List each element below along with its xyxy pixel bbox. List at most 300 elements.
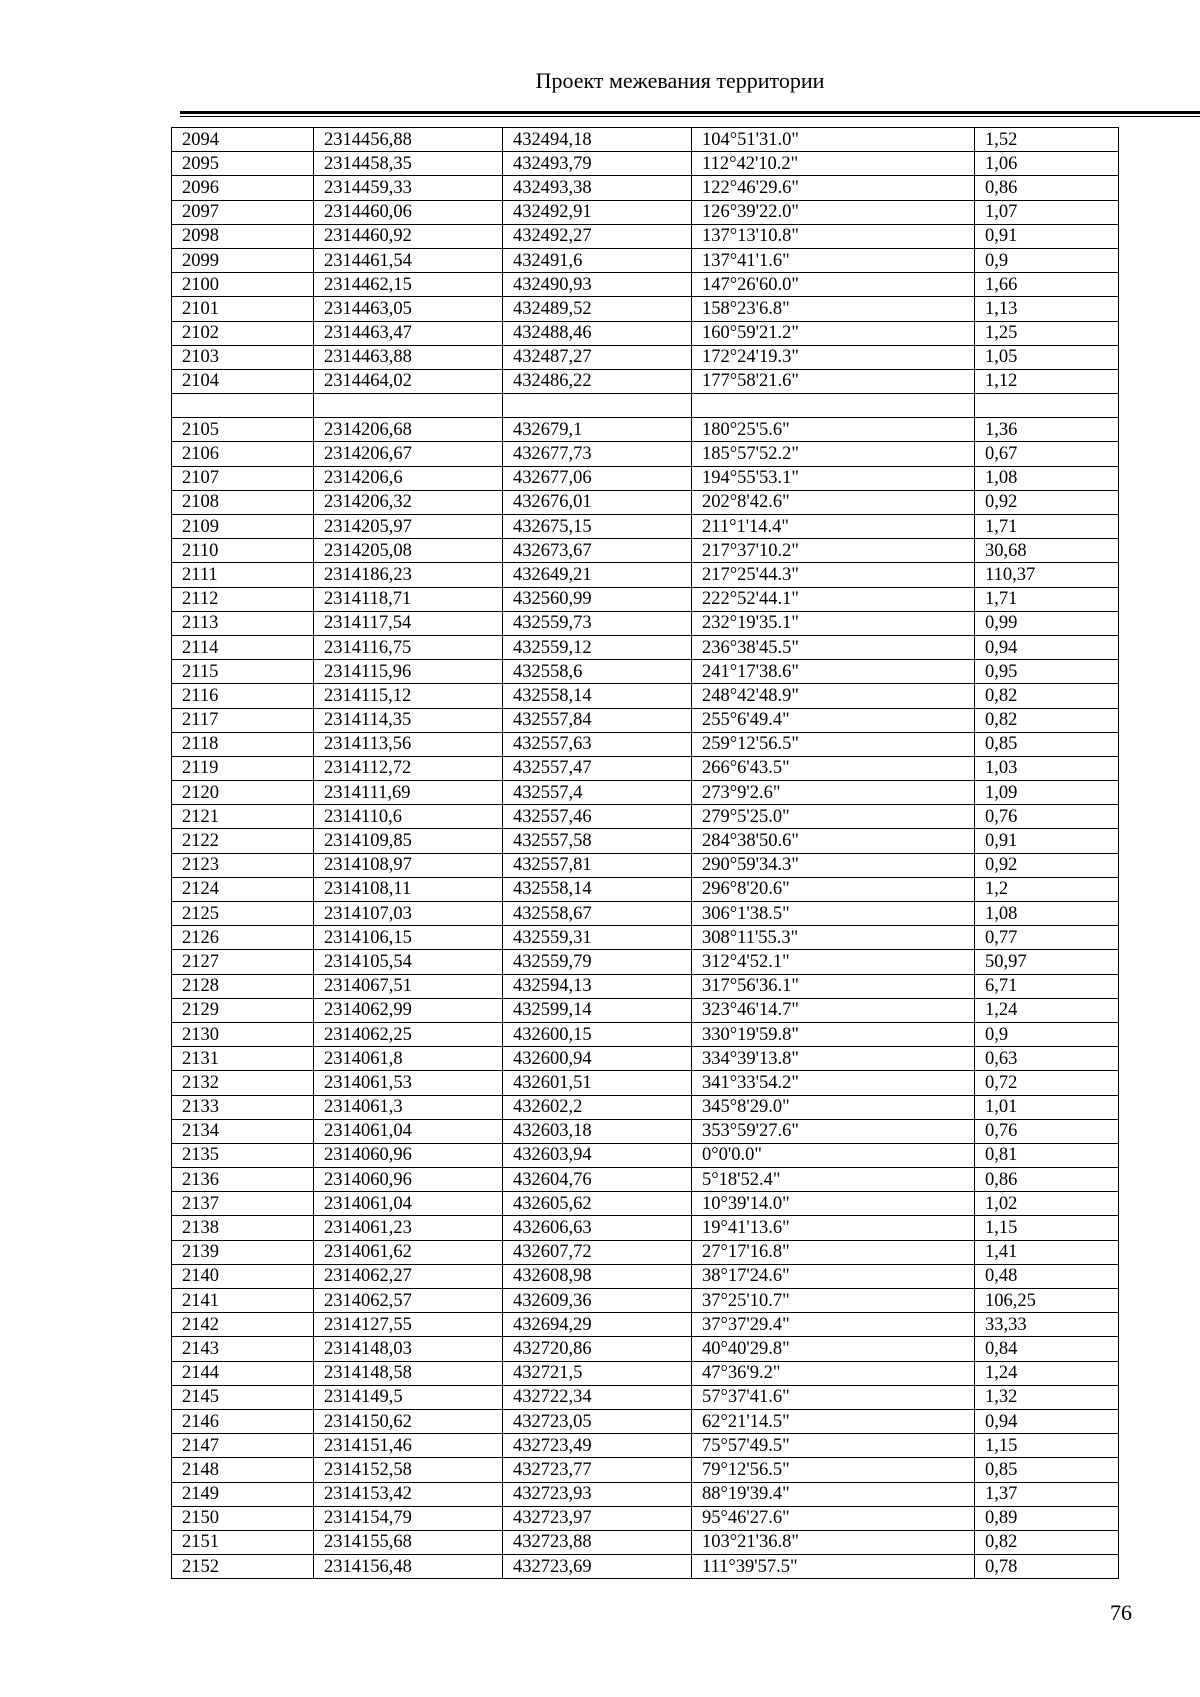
- point-number-cell: 2135: [172, 1143, 314, 1167]
- distance-cell: 0,82: [975, 1530, 1119, 1554]
- bearing-cell: 217°25'44.3": [692, 563, 975, 587]
- y-coordinate-cell: 432723,77: [503, 1458, 692, 1482]
- table-row: [172, 1240, 1119, 1264]
- point-number-cell: 2146: [172, 1409, 314, 1433]
- y-coordinate-cell: 432557,47: [503, 756, 692, 780]
- table-row: [172, 1168, 1119, 1192]
- y-coordinate-cell: 432559,12: [503, 635, 692, 659]
- point-number-cell: 2100: [172, 273, 314, 297]
- bearing-cell: 194°55'53.1": [692, 466, 975, 490]
- bearing-cell: 330°19'59.8": [692, 1022, 975, 1046]
- point-number-cell: 2102: [172, 321, 314, 345]
- x-coordinate-cell: 2314106,15: [314, 926, 503, 950]
- y-coordinate-cell: 432603,94: [503, 1143, 692, 1167]
- table-row: [172, 635, 1119, 659]
- point-number-cell: 2124: [172, 877, 314, 901]
- point-number-cell: 2136: [172, 1168, 314, 1192]
- bearing-cell: 122°46'29.6": [692, 176, 975, 200]
- table-row: [172, 853, 1119, 877]
- bearing-cell: 57°37'41.6": [692, 1385, 975, 1409]
- distance-cell: 33,33: [975, 1313, 1119, 1337]
- table-row: [172, 1313, 1119, 1337]
- point-number-cell: 2134: [172, 1119, 314, 1143]
- x-coordinate-cell: 2314061,3: [314, 1095, 503, 1119]
- point-number-cell: 2128: [172, 974, 314, 998]
- bearing-cell: 308°11'55.3": [692, 926, 975, 950]
- bearing-cell: 95°46'27.6": [692, 1506, 975, 1530]
- distance-cell: 0,99: [975, 611, 1119, 635]
- table-row: [172, 297, 1119, 321]
- bearing-cell: 40°40'29.8": [692, 1337, 975, 1361]
- x-coordinate-cell: 2314150,62: [314, 1409, 503, 1433]
- distance-cell: 1,05: [975, 345, 1119, 369]
- distance-cell: 1,2: [975, 877, 1119, 901]
- x-coordinate-cell: 2314459,33: [314, 176, 503, 200]
- distance-cell: 1,01: [975, 1095, 1119, 1119]
- bearing-cell: 177°58'21.6": [692, 369, 975, 393]
- distance-cell: 50,97: [975, 950, 1119, 974]
- bearing-cell: 266°6'43.5": [692, 756, 975, 780]
- table-row: [172, 998, 1119, 1022]
- table-row: [172, 684, 1119, 708]
- table-row: [172, 1071, 1119, 1095]
- x-coordinate-cell: 2314206,67: [314, 442, 503, 466]
- y-coordinate-cell: 432490,93: [503, 273, 692, 297]
- point-number-cell: 2148: [172, 1458, 314, 1482]
- bearing-cell: 137°13'10.8": [692, 224, 975, 248]
- distance-cell: 0,9: [975, 1022, 1119, 1046]
- x-coordinate-cell: 2314115,96: [314, 660, 503, 684]
- y-coordinate-cell: 432560,99: [503, 587, 692, 611]
- x-coordinate-cell: 2314463,47: [314, 321, 503, 345]
- x-coordinate-cell: 2314152,58: [314, 1458, 503, 1482]
- y-coordinate-cell: 432720,86: [503, 1337, 692, 1361]
- y-coordinate-cell: 432492,27: [503, 224, 692, 248]
- distance-cell: 1,06: [975, 152, 1119, 176]
- distance-cell: 1,08: [975, 466, 1119, 490]
- table-row: [172, 1289, 1119, 1313]
- y-coordinate-cell: 432673,67: [503, 539, 692, 563]
- distance-cell: 1,66: [975, 273, 1119, 297]
- table-row: [172, 1022, 1119, 1046]
- y-coordinate-cell: 432489,52: [503, 297, 692, 321]
- bearing-cell: 88°19'39.4": [692, 1482, 975, 1506]
- y-coordinate-cell: 432557,4: [503, 781, 692, 805]
- bearing-cell: 47°36'9.2": [692, 1361, 975, 1385]
- x-coordinate-cell: 2314062,57: [314, 1289, 503, 1313]
- x-coordinate-cell: 2314151,46: [314, 1434, 503, 1458]
- point-number-cell: 2151: [172, 1530, 314, 1554]
- x-coordinate-cell: 2314456,88: [314, 128, 503, 152]
- table-row: [172, 1385, 1119, 1409]
- x-coordinate-cell: 2314116,75: [314, 635, 503, 659]
- point-number-cell: 2147: [172, 1434, 314, 1458]
- bearing-cell: 137°41'1.6": [692, 248, 975, 272]
- y-coordinate-cell: 432558,14: [503, 684, 692, 708]
- point-number-cell: 2117: [172, 708, 314, 732]
- x-coordinate-cell: 2314061,62: [314, 1240, 503, 1264]
- point-number-cell: 2095: [172, 152, 314, 176]
- bearing-cell: 180°25'5.6": [692, 418, 975, 442]
- point-number-cell: 2098: [172, 224, 314, 248]
- point-number-cell: 2097: [172, 200, 314, 224]
- bearing-cell: 211°1'14.4": [692, 515, 975, 539]
- table-row: [172, 273, 1119, 297]
- distance-cell: 1,71: [975, 515, 1119, 539]
- table-row: [172, 1143, 1119, 1167]
- y-coordinate-cell: 432488,46: [503, 321, 692, 345]
- bearing-cell: 112°42'10.2": [692, 152, 975, 176]
- x-coordinate-cell: 2314154,79: [314, 1506, 503, 1530]
- bearing-cell: 317°56'36.1": [692, 974, 975, 998]
- point-number-cell: 2138: [172, 1216, 314, 1240]
- y-coordinate-cell: 432723,69: [503, 1555, 692, 1579]
- distance-cell: 1,09: [975, 781, 1119, 805]
- point-number-cell: 2132: [172, 1071, 314, 1095]
- y-coordinate-cell: 432676,01: [503, 490, 692, 514]
- table-row: [172, 756, 1119, 780]
- distance-cell: 0,76: [975, 1119, 1119, 1143]
- y-coordinate-cell: 432723,05: [503, 1409, 692, 1433]
- bearing-cell: 126°39'22.0": [692, 200, 975, 224]
- y-coordinate-cell: 432557,46: [503, 805, 692, 829]
- y-coordinate-cell: 432557,58: [503, 829, 692, 853]
- point-number-cell: 2130: [172, 1022, 314, 1046]
- y-coordinate-cell: 432679,1: [503, 418, 692, 442]
- x-coordinate-cell: 2314115,12: [314, 684, 503, 708]
- bearing-cell: 79°12'56.5": [692, 1458, 975, 1482]
- y-coordinate-cell: 432723,97: [503, 1506, 692, 1530]
- distance-cell: 30,68: [975, 539, 1119, 563]
- point-number-cell: 2099: [172, 248, 314, 272]
- table-row: [172, 224, 1119, 248]
- x-coordinate-cell: 2314061,53: [314, 1071, 503, 1095]
- x-coordinate-cell: 2314060,96: [314, 1168, 503, 1192]
- distance-cell: 1,08: [975, 902, 1119, 926]
- point-number-cell: 2137: [172, 1192, 314, 1216]
- x-coordinate-cell: 2314107,03: [314, 902, 503, 926]
- distance-cell: 1,15: [975, 1434, 1119, 1458]
- distance-cell: 1,24: [975, 998, 1119, 1022]
- y-coordinate-cell: 432721,5: [503, 1361, 692, 1385]
- x-coordinate-cell: 2314464,02: [314, 369, 503, 393]
- table-row: [172, 1361, 1119, 1385]
- distance-cell: 0,84: [975, 1337, 1119, 1361]
- distance-cell: 1,12: [975, 369, 1119, 393]
- distance-cell: [975, 394, 1119, 418]
- distance-cell: 0,89: [975, 1506, 1119, 1530]
- table-row: [172, 515, 1119, 539]
- bearing-cell: 279°5'25.0": [692, 805, 975, 829]
- bearing-cell: 38°17'24.6": [692, 1264, 975, 1288]
- point-number-cell: 2115: [172, 660, 314, 684]
- table-row: [172, 1337, 1119, 1361]
- bearing-cell: 312°4'52.1": [692, 950, 975, 974]
- x-coordinate-cell: 2314110,6: [314, 805, 503, 829]
- distance-cell: 1,15: [975, 1216, 1119, 1240]
- point-number-cell: 2118: [172, 732, 314, 756]
- bearing-cell: 103°21'36.8": [692, 1530, 975, 1554]
- y-coordinate-cell: 432487,27: [503, 345, 692, 369]
- point-number-cell: 2141: [172, 1289, 314, 1313]
- point-number-cell: 2131: [172, 1047, 314, 1071]
- page-header-title: Проект межевания территории: [535, 68, 825, 93]
- distance-cell: 6,71: [975, 974, 1119, 998]
- y-coordinate-cell: 432558,6: [503, 660, 692, 684]
- point-number-cell: 2142: [172, 1313, 314, 1337]
- table-row: [172, 829, 1119, 853]
- point-number-cell: 2114: [172, 635, 314, 659]
- distance-cell: 1,02: [975, 1192, 1119, 1216]
- x-coordinate-cell: 2314111,69: [314, 781, 503, 805]
- bearing-cell: 290°59'34.3": [692, 853, 975, 877]
- table-row: [172, 902, 1119, 926]
- y-coordinate-cell: 432722,34: [503, 1385, 692, 1409]
- x-coordinate-cell: 2314206,32: [314, 490, 503, 514]
- point-number-cell: 2122: [172, 829, 314, 853]
- distance-cell: 0,82: [975, 708, 1119, 732]
- distance-cell: 1,25: [975, 321, 1119, 345]
- y-coordinate-cell: 432493,79: [503, 152, 692, 176]
- y-coordinate-cell: 432677,73: [503, 442, 692, 466]
- distance-cell: 0,95: [975, 660, 1119, 684]
- x-coordinate-cell: 2314105,54: [314, 950, 503, 974]
- y-coordinate-cell: 432558,67: [503, 902, 692, 926]
- x-coordinate-cell: 2314118,71: [314, 587, 503, 611]
- header-rule-thick: [180, 111, 1200, 114]
- table-row-separator: [172, 394, 1119, 418]
- table-row: [172, 490, 1119, 514]
- y-coordinate-cell: 432694,29: [503, 1313, 692, 1337]
- bearing-cell: 111°39'57.5": [692, 1555, 975, 1579]
- x-coordinate-cell: 2314108,97: [314, 853, 503, 877]
- y-coordinate-cell: 432594,13: [503, 974, 692, 998]
- distance-cell: 0,92: [975, 853, 1119, 877]
- y-coordinate-cell: 432606,63: [503, 1216, 692, 1240]
- table-row: [172, 1095, 1119, 1119]
- bearing-cell: 296°8'20.6": [692, 877, 975, 901]
- table-row: [172, 539, 1119, 563]
- bearing-cell: 5°18'52.4": [692, 1168, 975, 1192]
- distance-cell: 0,9: [975, 248, 1119, 272]
- point-number-cell: 2149: [172, 1482, 314, 1506]
- bearing-cell: 248°42'48.9": [692, 684, 975, 708]
- y-coordinate-cell: 432559,31: [503, 926, 692, 950]
- bearing-cell: 10°39'14.0": [692, 1192, 975, 1216]
- point-number-cell: 2152: [172, 1555, 314, 1579]
- bearing-cell: 236°38'45.5": [692, 635, 975, 659]
- point-number-cell: 2125: [172, 902, 314, 926]
- table-row: [172, 563, 1119, 587]
- table-row: [172, 1482, 1119, 1506]
- x-coordinate-cell: 2314460,06: [314, 200, 503, 224]
- point-number-cell: 2150: [172, 1506, 314, 1530]
- point-number-cell: 2110: [172, 539, 314, 563]
- x-coordinate-cell: 2314112,72: [314, 756, 503, 780]
- bearing-cell: 255°6'49.4": [692, 708, 975, 732]
- header-rule-thin: [180, 116, 1200, 117]
- point-number-cell: 2094: [172, 128, 314, 152]
- table-row: [172, 1530, 1119, 1554]
- x-coordinate-cell: 2314148,03: [314, 1337, 503, 1361]
- bearing-cell: 62°21'14.5": [692, 1409, 975, 1433]
- x-coordinate-cell: 2314460,92: [314, 224, 503, 248]
- table-row: [172, 1409, 1119, 1433]
- table-row: [172, 877, 1119, 901]
- x-coordinate-cell: 2314148,58: [314, 1361, 503, 1385]
- bearing-cell: 37°37'29.4": [692, 1313, 975, 1337]
- distance-cell: 0,77: [975, 926, 1119, 950]
- table-row: [172, 345, 1119, 369]
- distance-cell: 110,37: [975, 563, 1119, 587]
- distance-cell: 0,94: [975, 1409, 1119, 1433]
- point-number-cell: 2108: [172, 490, 314, 514]
- bearing-cell: 341°33'54.2": [692, 1071, 975, 1095]
- y-coordinate-cell: 432557,84: [503, 708, 692, 732]
- point-number-cell: 2123: [172, 853, 314, 877]
- y-coordinate-cell: 432557,63: [503, 732, 692, 756]
- bearing-cell: 158°23'6.8": [692, 297, 975, 321]
- distance-cell: 1,71: [975, 587, 1119, 611]
- coordinates-table-body: [172, 128, 1119, 1579]
- distance-cell: 0,94: [975, 635, 1119, 659]
- point-number-cell: [172, 394, 314, 418]
- bearing-cell: 147°26'60.0": [692, 273, 975, 297]
- point-number-cell: 2145: [172, 1385, 314, 1409]
- distance-cell: 1,03: [975, 756, 1119, 780]
- y-coordinate-cell: 432677,06: [503, 466, 692, 490]
- x-coordinate-cell: 2314061,04: [314, 1192, 503, 1216]
- bearing-cell: 273°9'2.6": [692, 781, 975, 805]
- point-number-cell: 2143: [172, 1337, 314, 1361]
- table-row: [172, 732, 1119, 756]
- point-number-cell: 2105: [172, 418, 314, 442]
- distance-cell: 0,48: [975, 1264, 1119, 1288]
- y-coordinate-cell: 432723,49: [503, 1434, 692, 1458]
- y-coordinate-cell: 432675,15: [503, 515, 692, 539]
- point-number-cell: 2127: [172, 950, 314, 974]
- point-number-cell: 2113: [172, 611, 314, 635]
- x-coordinate-cell: 2314127,55: [314, 1313, 503, 1337]
- table-row: [172, 200, 1119, 224]
- point-number-cell: 2144: [172, 1361, 314, 1385]
- bearing-cell: [692, 394, 975, 418]
- table-row: [172, 974, 1119, 998]
- y-coordinate-cell: 432491,6: [503, 248, 692, 272]
- table-row: [172, 176, 1119, 200]
- x-coordinate-cell: 2314205,08: [314, 539, 503, 563]
- coordinates-table: [171, 127, 1119, 1579]
- bearing-cell: 27°17'16.8": [692, 1240, 975, 1264]
- y-coordinate-cell: 432723,93: [503, 1482, 692, 1506]
- x-coordinate-cell: 2314062,27: [314, 1264, 503, 1288]
- point-number-cell: 2096: [172, 176, 314, 200]
- table-row: [172, 1047, 1119, 1071]
- y-coordinate-cell: 432599,14: [503, 998, 692, 1022]
- table-row: [172, 587, 1119, 611]
- bearing-cell: 306°1'38.5": [692, 902, 975, 926]
- y-coordinate-cell: 432559,79: [503, 950, 692, 974]
- y-coordinate-cell: 432559,73: [503, 611, 692, 635]
- point-number-cell: 2107: [172, 466, 314, 490]
- point-number-cell: 2104: [172, 369, 314, 393]
- bearing-cell: 185°57'52.2": [692, 442, 975, 466]
- bearing-cell: 323°46'14.7": [692, 998, 975, 1022]
- distance-cell: 1,24: [975, 1361, 1119, 1385]
- y-coordinate-cell: 432604,76: [503, 1168, 692, 1192]
- table-row: [172, 442, 1119, 466]
- point-number-cell: 2126: [172, 926, 314, 950]
- y-coordinate-cell: 432492,91: [503, 200, 692, 224]
- point-number-cell: 2111: [172, 563, 314, 587]
- table-row: [172, 660, 1119, 684]
- x-coordinate-cell: 2314153,42: [314, 1482, 503, 1506]
- point-number-cell: 2129: [172, 998, 314, 1022]
- point-number-cell: 2101: [172, 297, 314, 321]
- y-coordinate-cell: 432494,18: [503, 128, 692, 152]
- y-coordinate-cell: 432723,88: [503, 1530, 692, 1554]
- distance-cell: 0,72: [975, 1071, 1119, 1095]
- distance-cell: 0,86: [975, 176, 1119, 200]
- table-row: [172, 1434, 1119, 1458]
- table-row: [172, 418, 1119, 442]
- table-row: [172, 248, 1119, 272]
- point-number-cell: 2139: [172, 1240, 314, 1264]
- y-coordinate-cell: 432600,15: [503, 1022, 692, 1046]
- table-row: [172, 128, 1119, 152]
- distance-cell: 0,91: [975, 224, 1119, 248]
- x-coordinate-cell: 2314117,54: [314, 611, 503, 635]
- table-row: [172, 950, 1119, 974]
- x-coordinate-cell: 2314186,23: [314, 563, 503, 587]
- y-coordinate-cell: 432486,22: [503, 369, 692, 393]
- distance-cell: 1,32: [975, 1385, 1119, 1409]
- y-coordinate-cell: 432601,51: [503, 1071, 692, 1095]
- distance-cell: 1,52: [975, 128, 1119, 152]
- bearing-cell: 232°19'35.1": [692, 611, 975, 635]
- table-row: [172, 1119, 1119, 1143]
- table-row: [172, 1555, 1119, 1579]
- bearing-cell: 160°59'21.2": [692, 321, 975, 345]
- y-coordinate-cell: 432607,72: [503, 1240, 692, 1264]
- table-row: [172, 611, 1119, 635]
- x-coordinate-cell: 2314067,51: [314, 974, 503, 998]
- table-row: [172, 369, 1119, 393]
- bearing-cell: 75°57'49.5": [692, 1434, 975, 1458]
- bearing-cell: 19°41'13.6": [692, 1216, 975, 1240]
- y-coordinate-cell: 432557,81: [503, 853, 692, 877]
- x-coordinate-cell: 2314109,85: [314, 829, 503, 853]
- y-coordinate-cell: 432600,94: [503, 1047, 692, 1071]
- point-number-cell: 2140: [172, 1264, 314, 1288]
- y-coordinate-cell: 432603,18: [503, 1119, 692, 1143]
- bearing-cell: 104°51'31.0": [692, 128, 975, 152]
- x-coordinate-cell: 2314461,54: [314, 248, 503, 272]
- distance-cell: 1,37: [975, 1482, 1119, 1506]
- distance-cell: 1,36: [975, 418, 1119, 442]
- distance-cell: 0,85: [975, 732, 1119, 756]
- distance-cell: 0,76: [975, 805, 1119, 829]
- distance-cell: 0,92: [975, 490, 1119, 514]
- point-number-cell: 2109: [172, 515, 314, 539]
- point-number-cell: 2133: [172, 1095, 314, 1119]
- y-coordinate-cell: 432609,36: [503, 1289, 692, 1313]
- bearing-cell: 37°25'10.7": [692, 1289, 975, 1313]
- distance-cell: 106,25: [975, 1289, 1119, 1313]
- x-coordinate-cell: 2314206,6: [314, 466, 503, 490]
- bearing-cell: 334°39'13.8": [692, 1047, 975, 1071]
- bearing-cell: 222°52'44.1": [692, 587, 975, 611]
